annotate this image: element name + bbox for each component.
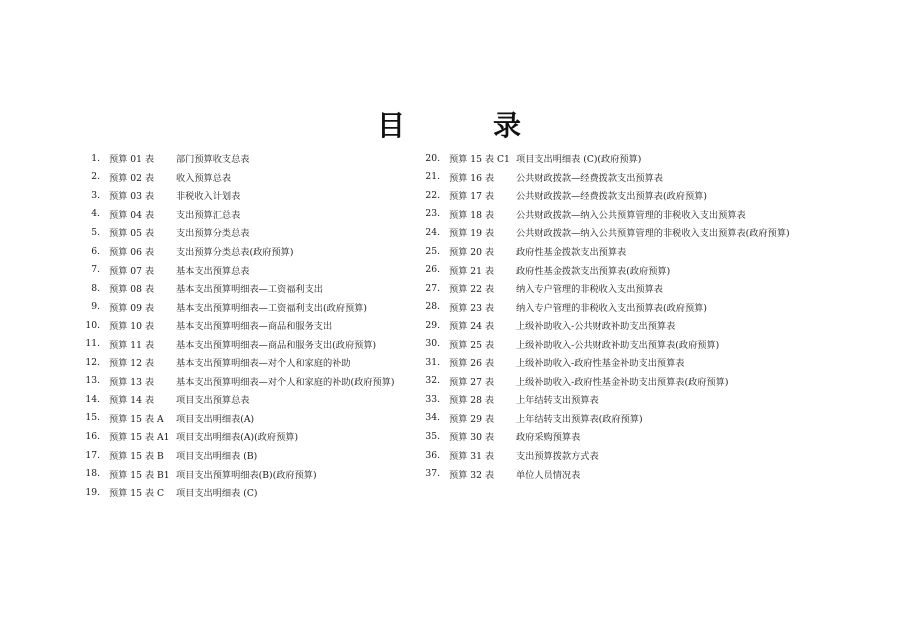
- toc-entry-number: 20.: [425, 152, 440, 164]
- toc-entry-name: 政府性基金拨款支出预算表(政府预算): [516, 265, 671, 277]
- toc-entry-name: 纳入专户管理的非税收入支出预算表(政府预算): [516, 302, 707, 314]
- toc-entry-number: 21.: [425, 171, 440, 183]
- toc-entry-name: 支出预算分类总表(政府预算): [176, 247, 294, 258]
- toc-entry-code: 预算 04 表: [109, 209, 155, 221]
- toc-entry-number: 29.: [425, 319, 440, 331]
- toc-entry-code: 预算 17 表: [449, 191, 495, 203]
- toc-entry[interactable]: [416, 427, 836, 446]
- toc-entry-name: 纳入专户管理的非税收入支出预算表: [516, 284, 663, 296]
- toc-entry[interactable]: [416, 279, 836, 298]
- toc-entry-name: 基本支出预算明细表—工资福利支出: [176, 284, 323, 296]
- toc-entry[interactable]: [76, 279, 421, 298]
- toc-entry-name: 公共财政拨款—经费拨款支出预算表: [516, 172, 663, 184]
- toc-entry-name: 政府性基金拨款支出预算表: [516, 247, 627, 258]
- toc-entry-number: 27.: [425, 282, 440, 294]
- toc-entry-code: 预算 23 表: [449, 302, 495, 314]
- toc-entry-name: 上年结转支出预算表(政府预算): [516, 413, 643, 425]
- toc-entry[interactable]: [76, 409, 421, 428]
- toc-entry-name: 支出预算拨款方式表: [516, 451, 599, 463]
- toc-entry-name: 项目支出明细表(A): [176, 413, 255, 425]
- toc-entry-number: 14.: [85, 393, 100, 405]
- toc-entry-code: 预算 32 表: [449, 469, 495, 481]
- toc-entry[interactable]: [76, 186, 421, 205]
- toc-entry-code: 预算 15 表 A: [109, 413, 164, 425]
- toc-entry[interactable]: [76, 242, 421, 261]
- toc-entry-code: 预算 19 表: [449, 228, 495, 240]
- toc-entry[interactable]: [76, 205, 421, 224]
- toc-entry[interactable]: [416, 372, 836, 391]
- toc-entry[interactable]: [416, 242, 836, 261]
- toc-entry-number: 3.: [91, 189, 100, 201]
- toc-entry-name: 项目支出预算明细表(B)(政府预算): [176, 469, 317, 481]
- toc-entry-name: 上年结转支出预算表: [516, 395, 599, 407]
- toc-entry-number: 1.: [91, 152, 100, 164]
- toc-entry-name: 项目支出明细表 (C)(政府预算): [516, 154, 642, 166]
- toc-entry-number: 16.: [85, 430, 100, 442]
- toc-entry[interactable]: [416, 446, 836, 465]
- toc-entry-number: 35.: [425, 430, 440, 442]
- toc-entry[interactable]: [76, 390, 421, 409]
- toc-entry-name: 收入预算总表: [176, 172, 232, 184]
- toc-entry-number: 30.: [425, 338, 440, 350]
- toc-entry-code: 预算 15 表 A1: [109, 432, 170, 444]
- toc-entry-number: 31.: [425, 356, 440, 368]
- toc-entry-number: 4.: [91, 208, 100, 220]
- toc-entry[interactable]: [76, 446, 421, 465]
- toc-entry-number: 17.: [85, 449, 100, 461]
- toc-entry[interactable]: [416, 390, 836, 409]
- toc-entry-name: 项目支出预算总表: [176, 395, 250, 407]
- toc-entry-code: 预算 08 表: [109, 284, 155, 296]
- toc-entry-code: 预算 20 表: [449, 247, 495, 258]
- toc-entry-name: 支出预算汇总表: [176, 209, 241, 221]
- toc-entry-number: 7.: [91, 264, 100, 276]
- toc-entry-name: 上级补助收入-政府性基金补助支出预算表: [516, 358, 685, 370]
- toc-entry-code: 预算 16 表: [449, 172, 495, 184]
- toc-entry[interactable]: [76, 149, 421, 168]
- toc-entry-code: 预算 24 表: [449, 321, 495, 333]
- toc-entry-name: 部门预算收支总表: [176, 154, 250, 166]
- toc-entry-code: 预算 13 表: [109, 376, 155, 388]
- toc-entry-name: 上级补助收入-政府性基金补助支出预算表(政府预算): [516, 376, 729, 388]
- toc-entry-number: 28.: [425, 301, 440, 313]
- toc-entry-code: 预算 11 表: [109, 339, 155, 351]
- toc-entry-name: 项目支出明细表(A)(政府预算): [176, 432, 299, 444]
- toc-entry-number: 33.: [425, 393, 440, 405]
- toc-entry-number: 12.: [85, 356, 100, 368]
- toc-entry[interactable]: [76, 353, 421, 372]
- toc-entry-number: 2.: [91, 171, 100, 183]
- toc-entry-number: 37.: [425, 468, 440, 480]
- toc-entry-code: 预算 25 表: [449, 339, 495, 351]
- toc-entry-name: 支出预算分类总表: [176, 228, 250, 240]
- toc-entry-number: 8.: [91, 282, 100, 294]
- toc-entry-name: 公共财政拨款—纳入公共预算管理的非税收入支出预算表(政府预算): [516, 228, 790, 240]
- toc-entry-number: 34.: [425, 412, 440, 424]
- toc-entry[interactable]: [416, 223, 836, 242]
- toc-entry-code: 预算 03 表: [109, 191, 155, 203]
- toc-entry-name: 单位人员情况表: [516, 469, 581, 481]
- toc-entry-number: 23.: [425, 208, 440, 220]
- toc-entry[interactable]: [76, 334, 421, 353]
- toc-entry-code: 预算 15 表 B1: [109, 469, 170, 481]
- toc-entry-name: 基本支出预算明细表—对个人和家庭的补助(政府预算): [176, 376, 395, 388]
- toc-entry-code: 预算 18 表: [449, 209, 495, 221]
- toc-entry-number: 25.: [425, 245, 440, 257]
- toc-entry[interactable]: [76, 168, 421, 187]
- toc-entry-number: 10.: [85, 319, 100, 331]
- toc-entry-number: 15.: [85, 412, 100, 424]
- toc-entry-code: 预算 09 表: [109, 302, 155, 314]
- toc-entry-code: 预算 28 表: [449, 395, 495, 407]
- page-title: 目 录: [376, 109, 551, 142]
- toc-entry-code: 预算 02 表: [109, 172, 155, 184]
- toc-entry-code: 预算 31 表: [449, 451, 495, 463]
- toc-entry-number: 13.: [85, 375, 100, 387]
- toc-entry-code: 预算 05 表: [109, 228, 155, 240]
- toc-entry[interactable]: [416, 149, 836, 168]
- toc-entry-number: 19.: [85, 486, 100, 498]
- toc-entry-name: 基本支出预算明细表—对个人和家庭的补助: [176, 358, 351, 370]
- toc-entry-code: 预算 01 表: [109, 154, 155, 166]
- toc-entry[interactable]: [416, 297, 836, 316]
- toc-entry-code: 预算 10 表: [109, 321, 155, 333]
- toc-entry[interactable]: [76, 260, 421, 279]
- toc-entry[interactable]: [416, 316, 836, 335]
- toc-entry-name: 基本支出预算明细表—商品和服务支出: [176, 321, 333, 333]
- toc-entry[interactable]: [416, 260, 836, 279]
- toc-entry[interactable]: [416, 186, 836, 205]
- toc-entry-name: 基本支出预算明细表—工资福利支出(政府预算): [176, 302, 367, 314]
- toc-entry-number: 26.: [425, 264, 440, 276]
- toc-entry-code: 预算 29 表: [449, 413, 495, 425]
- toc-entry-code: 预算 30 表: [449, 432, 495, 444]
- toc-entry[interactable]: [76, 297, 421, 316]
- toc-entry-code: 预算 26 表: [449, 358, 495, 370]
- toc-entry-name: 上级补助收入-公共财政补助支出预算表: [516, 321, 676, 333]
- toc-entry[interactable]: [416, 168, 836, 187]
- toc-entry-code: 预算 15 表 B: [109, 451, 164, 463]
- toc-right-column: [416, 149, 836, 483]
- toc-left-column: [76, 149, 421, 501]
- toc-entry-number: 11.: [85, 338, 100, 350]
- toc-entry-name: 基本支出预算总表: [176, 265, 250, 277]
- toc-entry-number: 18.: [85, 468, 100, 480]
- toc-entry[interactable]: [76, 316, 421, 335]
- toc-entry-code: 预算 21 表: [449, 265, 495, 277]
- toc-entry-number: 22.: [425, 189, 440, 201]
- toc-entry[interactable]: [416, 334, 836, 353]
- toc-entry-number: 5.: [91, 226, 100, 238]
- toc-entry-name: 上级补助收入-公共财政补助支出预算表(政府预算): [516, 339, 720, 351]
- toc-entry[interactable]: [76, 372, 421, 391]
- toc-entry-code: 预算 15 表 C: [109, 488, 165, 500]
- toc-entry-number: 6.: [91, 245, 100, 257]
- toc-entry-name: 项目支出明细表 (C): [176, 488, 258, 500]
- toc-entry-code: 预算 12 表: [109, 358, 155, 370]
- toc-entry-code: 预算 07 表: [109, 265, 155, 277]
- toc-entry-number: 24.: [425, 226, 440, 238]
- toc-entry[interactable]: [416, 353, 836, 372]
- toc-entry[interactable]: [416, 409, 836, 428]
- toc-entry[interactable]: [416, 205, 836, 224]
- toc-entry-code: 预算 15 表 C1: [449, 154, 510, 166]
- toc-entry-code: 预算 27 表: [449, 376, 495, 388]
- toc-entry-code: 预算 14 表: [109, 395, 155, 407]
- toc-entry-name: 公共财政拨款—经费拨款支出预算表(政府预算): [516, 191, 707, 203]
- toc-entry-code: 预算 06 表: [109, 247, 155, 258]
- toc-entry-number: 36.: [425, 449, 440, 461]
- toc-entry-code: 预算 22 表: [449, 284, 495, 296]
- toc-entry-name: 政府采购预算表: [516, 432, 581, 444]
- toc-entry-name: 公共财政拨款—纳入公共预算管理的非税收入支出预算表: [516, 209, 746, 221]
- toc-entry[interactable]: [416, 464, 836, 483]
- toc-entry[interactable]: [76, 464, 421, 483]
- toc-entry-number: 9.: [91, 301, 100, 313]
- toc-entry-name: 非税收入计划表: [176, 191, 241, 203]
- toc-entry[interactable]: [76, 223, 421, 242]
- toc-entry[interactable]: [76, 483, 421, 502]
- toc-entry-number: 32.: [425, 375, 440, 387]
- toc-entry-name: 基本支出预算明细表—商品和服务支出(政府预算): [176, 339, 377, 351]
- toc-entry[interactable]: [76, 427, 421, 446]
- toc-entry-name: 项目支出明细表 (B): [176, 451, 258, 463]
